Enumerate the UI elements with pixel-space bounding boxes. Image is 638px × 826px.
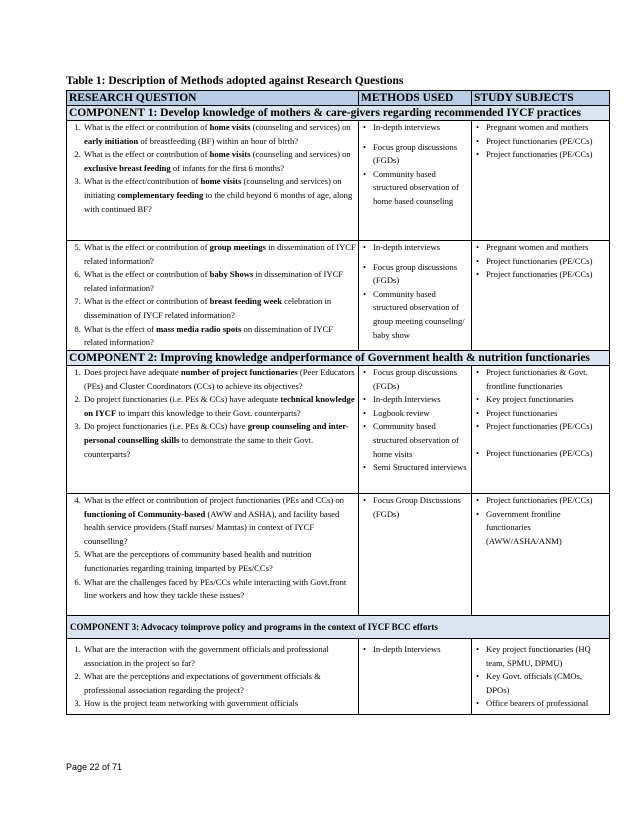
question-item: 2. Do project functionaries (i.e. PEs & CCs) have adequate technical knowledge on IYCF to impart this knowledge to their Govt. counterparts? <box>83 393 356 420</box>
subject-item: • Project functionaries (PE/CCs) <box>486 494 607 508</box>
table-header-row <box>67 91 610 106</box>
method-item: • In-depth interviews <box>373 121 469 135</box>
subject-item: • Project functionaries (PE/CCs) <box>486 255 607 269</box>
methods-cell <box>359 494 472 616</box>
component-1-row <box>67 106 610 121</box>
question-item: 3. What is the effect/contribution of home visits (counseling and services) on initiating complementary feeding to the child beyond 6 months of age, along with continued BF? <box>83 175 356 216</box>
method-item: • In-depth Interviews <box>373 643 469 657</box>
method-item: • Focus Group Discussions (FGDs) <box>373 494 469 521</box>
question-item: 1. Does project have adequate number of project functionaries (Peer Educators (PEs) and Cluster Coordinators (CCs) to achieve its objectives? <box>83 366 356 393</box>
table-row <box>67 241 610 351</box>
component-3-title: COMPONENT 3: Advocacy toimprove policy and programs in the context of IYCF BCC efforts <box>67 616 610 639</box>
method-item: • Community based structured observation of home visits <box>373 420 469 461</box>
subject-item: • Government frontline functionaries (AWW/ASHA/ANM) <box>486 508 607 549</box>
subject-item: • Project functionaries (PE/CCs) <box>486 447 607 461</box>
subject-item: • Office bearers of professional <box>486 697 607 711</box>
method-item: • Community based structured observation of home based counseling <box>373 168 469 209</box>
question-item: 5. What is the effect or contribution of group meetings in dissemination of IYCF related information? <box>83 241 356 268</box>
header-methods-used: METHODS USED <box>359 91 472 106</box>
table-row <box>67 639 610 715</box>
table-row <box>67 366 610 494</box>
methods-cell <box>359 639 472 715</box>
question-item: 2. What is the effect or contribution of home visits (counseling and services) on exclusive breast feeding of infants for the first 6 months? <box>83 148 356 175</box>
component-2-row <box>67 351 610 366</box>
method-item: • Semi Structured interviews <box>373 461 469 475</box>
method-item: • Focus group discussions (FGDs) <box>373 141 469 168</box>
question-item: 2. What are the perceptions and expectations of government officials & professional association regarding the project? <box>83 670 356 697</box>
table-caption: Table 1: Description of Methods adopted against Research Questions <box>66 75 404 87</box>
subject-item: • Project functionaries & Govt. frontline functionaries <box>486 366 607 393</box>
header-research-question: RESEARCH QUESTION <box>67 91 359 106</box>
subject-item: • Pregnant women and mothers <box>486 121 607 135</box>
subject-item: • Project functionaries (PE/CCs) <box>486 148 607 162</box>
methods-cell <box>359 366 472 494</box>
methods-table <box>66 90 610 715</box>
subjects-cell <box>472 366 610 494</box>
subject-item: • Key Govt. officials (CMOs, DPOs) <box>486 670 607 697</box>
question-item: 3. How is the project team networking with government officials <box>83 697 356 711</box>
question-item: 7. What is the effect or contribution of breast feeding week celebration in dissemination of IYCF related information? <box>83 295 356 322</box>
subject-item: • Pregnant women and mothers <box>486 241 607 255</box>
question-item: 6. What are the challenges faced by PEs/CCs while interacting with Govt.front line workers and how they tackle these issues? <box>83 576 356 603</box>
question-item: 5. What are the perceptions of community based health and nutrition functionaries regarding training imparted by PEs/CCs? <box>83 548 356 575</box>
subjects-cell <box>472 639 610 715</box>
question-item: 8. What is the effect of mass media radio spots on dissemination of IYCF related information? <box>83 323 356 350</box>
method-item: • Logbook review <box>373 407 469 421</box>
subjects-cell <box>472 494 610 616</box>
question-item: 1. What are the interaction with the government officials and professional association in the project so far? <box>83 643 356 670</box>
table-row <box>67 121 610 241</box>
questions-cell <box>67 241 359 351</box>
questions-cell <box>67 121 359 241</box>
subject-item: • Project functionaries (PE/CCs) <box>486 135 607 149</box>
method-item: • Focus group discussions (FGDs) <box>373 366 469 393</box>
questions-cell <box>67 494 359 616</box>
subject-item: • Key project functionaries (HQ team, SPMU, DPMU) <box>486 643 607 670</box>
question-item: 4. What is the effect or contribution of project functionaries (PEs and CCs) on functioning of Community-based (AWW and ASHA), and facility based health service providers (Staff nurses/ Mamtas) in context of IYCF counselling? <box>83 494 356 548</box>
question-item: 6. What is the effect or contribution of baby Shows in dissemination of IYCF related information? <box>83 268 356 295</box>
questions-cell <box>67 639 359 715</box>
question-item: 3. Do project functionaries (i.e. PEs & CCs) have group counseling and inter-personal counselling skills to demonstrate the same to their Govt. counterparts? <box>83 420 356 461</box>
subjects-cell <box>472 121 610 241</box>
method-item: • Focus group discussions (FGDs) <box>373 261 469 288</box>
subject-item: • Key project functionaries <box>486 393 607 407</box>
subject-item: • Project functionaries (PE/CCs) <box>486 268 607 282</box>
table-row <box>67 494 610 616</box>
component-1-title: COMPONENT 1: Develop knowledge of mothers & care-givers regarding recommended IYCF practices <box>67 106 610 121</box>
method-item: • In-depth interviews <box>373 241 469 255</box>
questions-cell <box>67 366 359 494</box>
subject-item: • Project functionaries (PE/CCs) <box>486 420 607 434</box>
methods-cell <box>359 241 472 351</box>
question-item: 1. What is the effect or contribution of home visits (counseling and services) on early initiation of breastfeeding (BF) within an hour of birth? <box>83 121 356 148</box>
component-3-row <box>67 616 610 639</box>
methods-cell <box>359 121 472 241</box>
subjects-cell <box>472 241 610 351</box>
page-number: Page 22 of 71 <box>66 762 123 772</box>
subject-item: • Project functionaries <box>486 407 607 421</box>
component-2-title: COMPONENT 2: Improving knowledge andperformance of Government health & nutrition functionaries <box>67 351 610 366</box>
method-item: • Community based structured observation of group meeting counseling/ baby show <box>373 288 469 342</box>
header-study-subjects: STUDY SUBJECTS <box>472 91 610 106</box>
method-item: • In-depth Interviews <box>373 393 469 407</box>
